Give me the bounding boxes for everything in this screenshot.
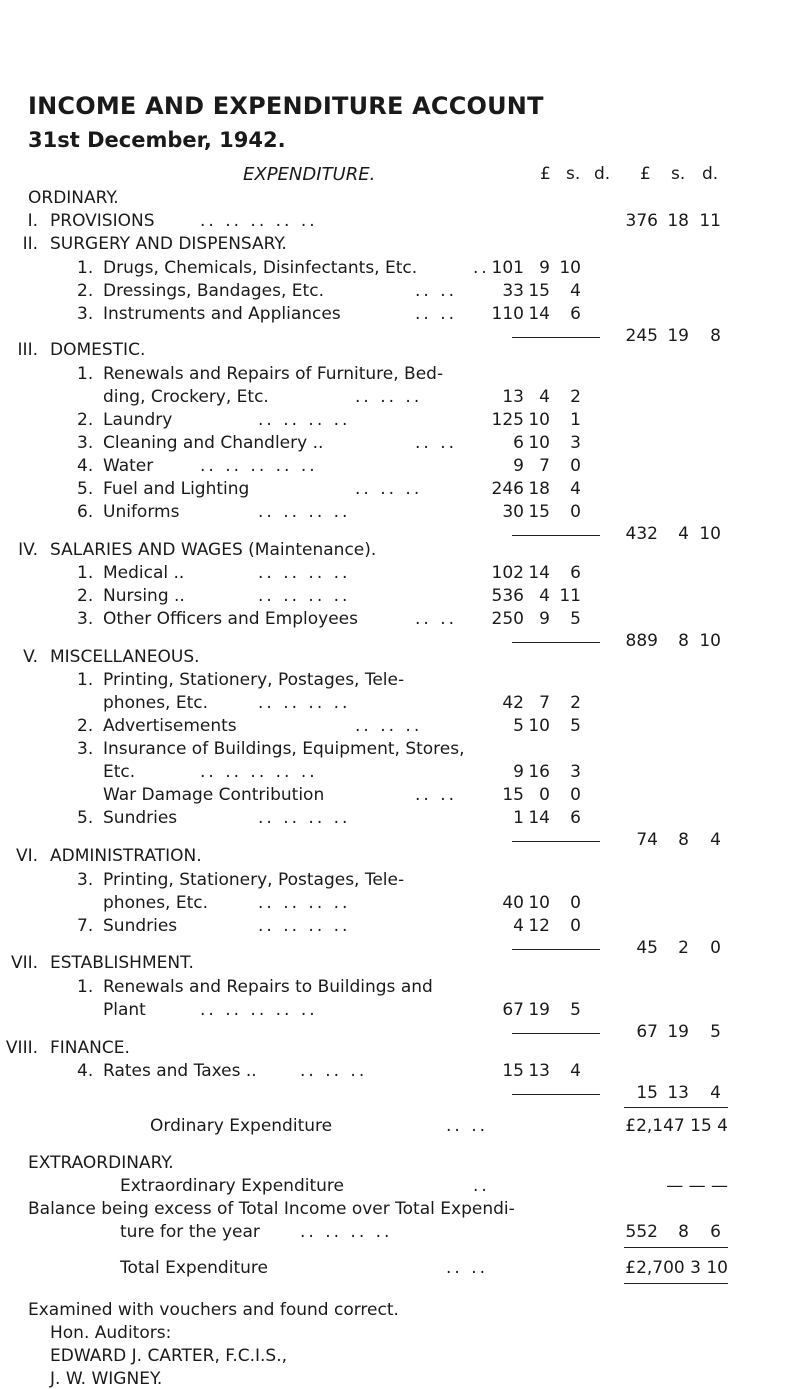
group-numeral: VIII. <box>5 1038 38 1058</box>
leader-dots: .. .. <box>415 609 458 629</box>
auditor-name-1: EDWARD J. CARTER, F.C.I.S., <box>50 1346 288 1366</box>
amount-pence: 6 <box>570 808 581 828</box>
amount-pence: 0 <box>570 893 581 913</box>
item-label: Printing, Stationery, Postages, Tele- <box>103 870 405 890</box>
leader-dots: .. .. <box>446 1116 489 1136</box>
amount-pence: 5 <box>570 716 581 736</box>
amount-pounds: 101 <box>491 258 524 278</box>
leader-dots: .. .. .. .. <box>258 893 351 913</box>
amount-pence: 5 <box>570 1000 581 1020</box>
amount-pounds: 6 <box>513 433 524 453</box>
ordinary-expenditure-total: £2,147 15 4 <box>625 1116 728 1136</box>
item-label: Renewals and Repairs to Buildings and <box>103 977 433 997</box>
item-number: 3. <box>77 739 94 759</box>
page-title: INCOME AND EXPENDITURE ACCOUNT <box>28 92 544 120</box>
leader-dots: .. .. .. .. <box>258 808 351 828</box>
header-shillings-1: s. <box>566 164 581 184</box>
leader-dots: .. .. .. .. <box>258 586 351 606</box>
item-number: 3. <box>77 609 94 629</box>
balance-pounds: 552 <box>625 1222 658 1242</box>
section-title: EXPENDITURE. <box>243 164 376 185</box>
amount-shillings: 10 <box>528 433 550 453</box>
group-title: DOMESTIC. <box>50 340 146 360</box>
subtotal-rule <box>512 1033 600 1034</box>
item-label: Cleaning and Chandlery .. <box>103 433 324 453</box>
subtotal-rule <box>512 841 600 842</box>
subtotal-rule <box>512 642 600 643</box>
amount-shillings: 15 <box>528 502 550 522</box>
amount-shillings: 9 <box>539 609 550 629</box>
item-label: Rates and Taxes .. <box>103 1061 257 1081</box>
item-label: Sundries <box>103 808 178 828</box>
leader-dots: .. .. <box>415 433 458 453</box>
item-number: 2. <box>77 716 94 736</box>
group-total-pounds: 15 <box>636 1083 658 1103</box>
group-total-shillings: 2 <box>678 938 689 958</box>
amount-pence: 2 <box>570 387 581 407</box>
group-total-pounds: 376 <box>625 211 658 231</box>
group-numeral: VI. <box>15 846 38 866</box>
balance-shillings: 8 <box>678 1222 689 1242</box>
ordinary-label: ORDINARY. <box>28 188 119 208</box>
item-number: 1. <box>77 258 94 278</box>
amount-pence: 0 <box>570 785 581 805</box>
item-number: 3. <box>77 433 94 453</box>
leader-dots: .. .. .. <box>300 1061 368 1081</box>
amount-shillings: 13 <box>528 1061 550 1081</box>
leader-dots: .. .. .. .. <box>300 1222 393 1242</box>
group-total-shillings: 19 <box>667 1022 689 1042</box>
group-total-pence: 10 <box>699 631 721 651</box>
amount-pounds: 9 <box>513 456 524 476</box>
item-number: 2. <box>77 281 94 301</box>
group-total-pence: 4 <box>710 830 721 850</box>
item-label: Advertisements <box>103 716 237 736</box>
group-title: FINANCE. <box>50 1038 130 1058</box>
subtotal-rule <box>512 949 600 950</box>
amount-pence: 3 <box>570 762 581 782</box>
group-total-pence: 0 <box>710 938 721 958</box>
amount-pence: 3 <box>570 433 581 453</box>
amount-shillings: 10 <box>528 893 550 913</box>
item-label: Laundry <box>103 410 173 430</box>
amount-pence: 1 <box>570 410 581 430</box>
group-title: PROVISIONS <box>50 211 155 231</box>
amount-shillings: 4 <box>539 387 550 407</box>
amount-shillings: 14 <box>528 808 550 828</box>
group-total-shillings: 18 <box>667 211 689 231</box>
item-label-continued: ding, Crockery, Etc. <box>103 387 269 407</box>
leader-dots: .. .. .. .. <box>258 916 351 936</box>
header-pence-2: d. <box>702 164 719 184</box>
amount-pounds: 13 <box>502 387 524 407</box>
header-pence-1: d. <box>594 164 611 184</box>
amount-pounds: 4 <box>513 916 524 936</box>
item-label: Instruments and Appliances <box>103 304 341 324</box>
amount-pounds: 33 <box>502 281 524 301</box>
item-label: Sundries <box>103 916 178 936</box>
item-number: 5. <box>77 808 94 828</box>
leader-dots: .. <box>473 258 490 278</box>
amount-pence: 10 <box>559 258 581 278</box>
item-label: Insurance of Buildings, Equipment, Stores, <box>103 739 465 759</box>
amount-pence: 11 <box>559 586 581 606</box>
amount-pence: 4 <box>570 281 581 301</box>
amount-shillings: 10 <box>528 716 550 736</box>
total-expenditure-label: Total Expenditure <box>120 1258 268 1278</box>
amount-pence: 5 <box>570 609 581 629</box>
group-total-pounds: 67 <box>636 1022 658 1042</box>
leader-dots: .. .. <box>415 304 458 324</box>
group-numeral: III. <box>17 340 38 360</box>
item-number: 6. <box>77 502 94 522</box>
subtotal-rule <box>512 1094 600 1095</box>
item-number: 2. <box>77 410 94 430</box>
item-number: 3. <box>77 870 94 890</box>
group-total-pounds: 245 <box>625 326 658 346</box>
amount-shillings: 12 <box>528 916 550 936</box>
amount-pounds: 40 <box>502 893 524 913</box>
header-pounds-2: £ <box>640 164 651 184</box>
item-label: War Damage Contribution <box>103 785 325 805</box>
item-number: 1. <box>77 977 94 997</box>
amount-shillings: 15 <box>528 281 550 301</box>
amount-pounds: 15 <box>502 785 524 805</box>
item-number: 7. <box>77 916 94 936</box>
group-numeral: IV. <box>18 540 38 560</box>
balance-label: Balance being excess of Total Income over Total Expendi- <box>28 1199 515 1219</box>
group-title: ADMINISTRATION. <box>50 846 202 866</box>
group-title: MISCELLANEOUS. <box>50 647 200 667</box>
amount-pounds: 536 <box>491 586 524 606</box>
group-title: SALARIES AND WAGES (Maintenance). <box>50 540 377 560</box>
item-number: 1. <box>77 670 94 690</box>
leader-dots: .. .. .. .. <box>258 502 351 522</box>
header-pounds-1: £ <box>540 164 551 184</box>
amount-pounds: 110 <box>491 304 524 324</box>
item-number: 4. <box>77 1061 94 1081</box>
leader-dots: .. <box>473 1176 490 1196</box>
amount-pounds: 1 <box>513 808 524 828</box>
item-label: Printing, Stationery, Postages, Tele- <box>103 670 405 690</box>
item-label: Other Officers and Employees <box>103 609 358 629</box>
item-label: Dressings, Bandages, Etc. <box>103 281 324 301</box>
amount-pounds: 246 <box>491 479 524 499</box>
group-total-shillings: 8 <box>678 830 689 850</box>
amount-shillings: 18 <box>528 479 550 499</box>
leader-dots: .. .. .. .. .. <box>200 211 318 231</box>
leader-dots: .. .. .. .. .. <box>200 1000 318 1020</box>
leader-dots: .. .. .. .. .. <box>200 456 318 476</box>
total-rule-top <box>624 1107 728 1108</box>
amount-shillings: 7 <box>539 693 550 713</box>
amount-pence: 4 <box>570 479 581 499</box>
item-label: Uniforms <box>103 502 180 522</box>
auditor-name-2: J. W. WIGNEY. <box>50 1369 163 1389</box>
leader-dots: .. .. .. .. <box>258 563 351 583</box>
total-rule-top <box>624 1247 728 1248</box>
amount-pence: 0 <box>570 916 581 936</box>
item-number: 1. <box>77 364 94 384</box>
subtotal-rule <box>512 535 600 536</box>
total-rule-bottom <box>624 1283 728 1284</box>
group-total-pounds: 432 <box>625 524 658 544</box>
group-total-shillings: 13 <box>667 1083 689 1103</box>
amount-shillings: 19 <box>528 1000 550 1020</box>
item-label: Fuel and Lighting <box>103 479 250 499</box>
total-expenditure-total: £2,700 3 10 <box>625 1258 728 1278</box>
group-total-pence: 4 <box>710 1083 721 1103</box>
item-number: 5. <box>77 479 94 499</box>
group-total-pence: 11 <box>699 211 721 231</box>
hon-auditors-label: Hon. Auditors: <box>50 1323 172 1343</box>
amount-pounds: 250 <box>491 609 524 629</box>
group-total-pence: 10 <box>699 524 721 544</box>
group-numeral: II. <box>22 234 38 254</box>
amount-pounds: 67 <box>502 1000 524 1020</box>
amount-shillings: 7 <box>539 456 550 476</box>
leader-dots: .. .. .. .. .. <box>200 762 318 782</box>
amount-pence: 0 <box>570 502 581 522</box>
group-total-shillings: 19 <box>667 326 689 346</box>
item-label: Renewals and Repairs of Furniture, Bed- <box>103 364 444 384</box>
leader-dots: .. .. <box>415 785 458 805</box>
group-total-pounds: 889 <box>625 631 658 651</box>
amount-pounds: 9 <box>513 762 524 782</box>
subtotal-rule <box>512 337 600 338</box>
group-total-pence: 5 <box>710 1022 721 1042</box>
amount-shillings: 14 <box>528 563 550 583</box>
ordinary-expenditure-label: Ordinary Expenditure <box>150 1116 333 1136</box>
leader-dots: .. .. <box>446 1258 489 1278</box>
item-label: Drugs, Chemicals, Disinfectants, Etc. <box>103 258 418 278</box>
leader-dots: .. .. .. .. <box>258 693 351 713</box>
group-total-pounds: 45 <box>636 938 658 958</box>
amount-shillings: 14 <box>528 304 550 324</box>
item-label: Water <box>103 456 154 476</box>
amount-pence: 6 <box>570 304 581 324</box>
item-label-continued: Plant <box>103 1000 146 1020</box>
amount-shillings: 9 <box>539 258 550 278</box>
amount-pence: 6 <box>570 563 581 583</box>
amount-pounds: 42 <box>502 693 524 713</box>
amount-pence: 0 <box>570 456 581 476</box>
amount-pounds: 102 <box>491 563 524 583</box>
amount-shillings: 16 <box>528 762 550 782</box>
amount-pence: 4 <box>570 1061 581 1081</box>
group-title: SURGERY AND DISPENSARY. <box>50 234 287 254</box>
item-number: 2. <box>77 586 94 606</box>
group-total-shillings: 8 <box>678 631 689 651</box>
group-numeral: V. <box>23 647 38 667</box>
balance-pence: 6 <box>710 1222 721 1242</box>
leader-dots: .. .. .. <box>355 479 423 499</box>
item-label-continued: phones, Etc. <box>103 893 209 913</box>
group-title: ESTABLISHMENT. <box>50 953 194 973</box>
amount-pounds: 5 <box>513 716 524 736</box>
leader-dots: .. .. .. .. <box>258 410 351 430</box>
balance-label-continued: ture for the year <box>120 1222 260 1242</box>
amount-pence: 2 <box>570 693 581 713</box>
amount-pounds: 30 <box>502 502 524 522</box>
group-total-shillings: 4 <box>678 524 689 544</box>
item-label-continued: phones, Etc. <box>103 693 209 713</box>
group-total-pounds: 74 <box>636 830 658 850</box>
item-number: 1. <box>77 563 94 583</box>
leader-dots: .. .. .. <box>355 716 423 736</box>
leader-dots: .. .. .. <box>355 387 423 407</box>
item-label: Medical .. <box>103 563 185 583</box>
item-number: 4. <box>77 456 94 476</box>
group-numeral: VII. <box>10 953 38 973</box>
header-shillings-2: s. <box>671 164 686 184</box>
amount-pounds: 15 <box>502 1061 524 1081</box>
item-number: 3. <box>77 304 94 324</box>
item-label-continued: Etc. <box>103 762 136 782</box>
amount-shillings: 0 <box>539 785 550 805</box>
group-numeral: I. <box>27 211 38 231</box>
amount-pounds: 125 <box>491 410 524 430</box>
item-label: Nursing .. <box>103 586 185 606</box>
extraordinary-label: EXTRAORDINARY. <box>28 1153 174 1173</box>
group-total-pence: 8 <box>710 326 721 346</box>
examined-note: Examined with vouchers and found correct. <box>28 1300 399 1320</box>
extraordinary-expenditure-label: Extraordinary Expenditure <box>120 1176 344 1196</box>
page-subtitle: 31st December, 1942. <box>28 128 286 152</box>
extraordinary-expenditure-value: — — — <box>666 1176 728 1196</box>
amount-shillings: 10 <box>528 410 550 430</box>
leader-dots: .. .. <box>415 281 458 301</box>
amount-shillings: 4 <box>539 586 550 606</box>
